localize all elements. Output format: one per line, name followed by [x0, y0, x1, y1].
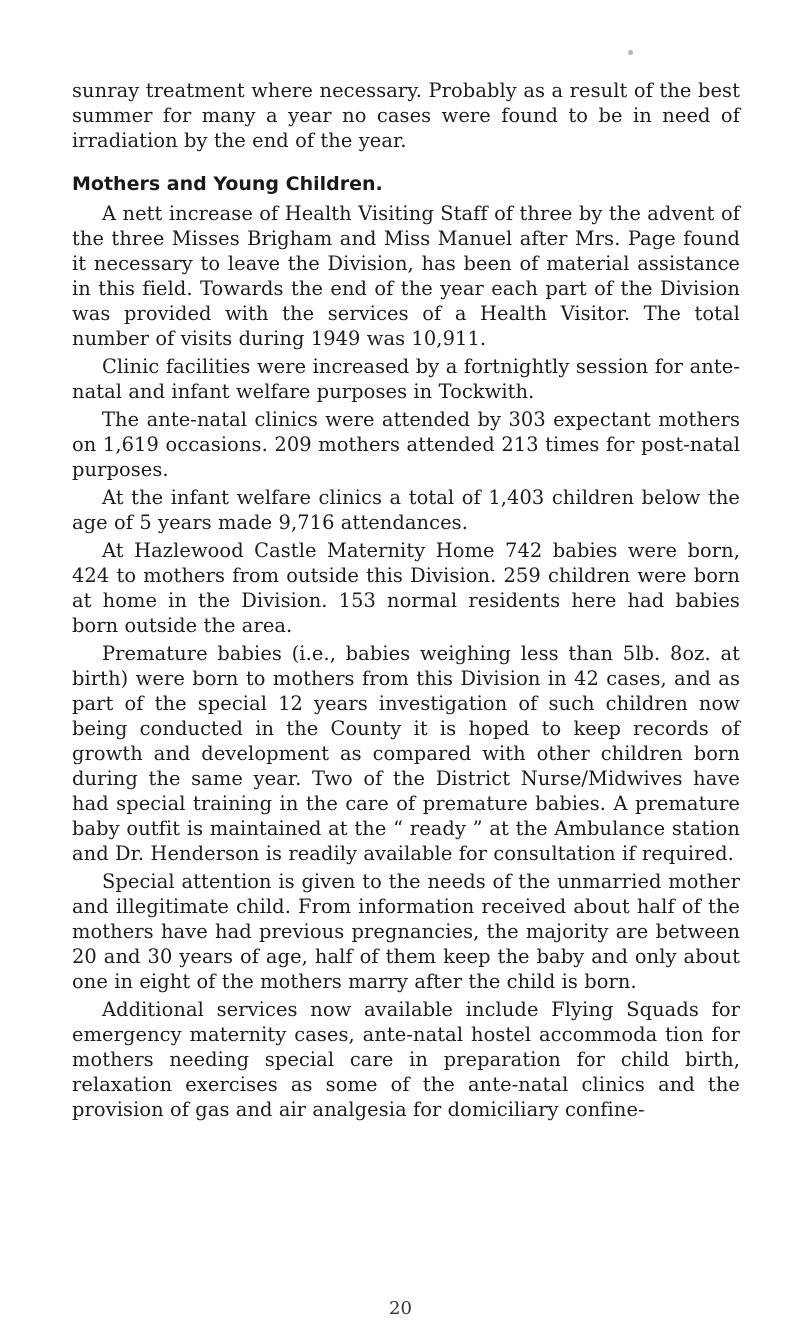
paragraph-clinic-facilities: Clinic facilities were increased by a fortnightly session for ante-natal and infant welfare purposes in Tockwith. [72, 355, 740, 403]
section-heading: Mothers and Young Children. [72, 173, 383, 195]
paragraph-ante-natal: The ante-natal clinics were attended by 303 expectant mothers on 1,619 occasions. 209 mothers attended 213 times for post-natal purposes. [72, 408, 740, 481]
paragraph-maternity-home: At Hazlewood Castle Maternity Home 742 babies were born, 424 to mothers from outside this Division. 259 children were born at home in the Division. 153 normal residents here had babies born outside the area. [72, 539, 740, 637]
paragraph-unmarried-mother: Special attention is given to the needs of the unmarried mother and illegitimate child. From information received about half of the mothers have had previous pregnancies, the majority are between 20 and 30 years of age, half of them keep the baby and only about one in eight of the mothers marry after the child is born. [72, 870, 740, 993]
paragraph-premature-babies: Premature babies (i.e., babies weighing less than 5lb. 8oz. at birth) were born to mothers from this Division in 42 cases, and as part of the special 12 years investigation of such children now being conducted in the County it is hoped to keep records of growth and development as compared with other children born during the same year. Two of the District Nurse/Midwives have had special training in the care of premature babies. A premature baby outfit is maintained at the “ ready ” at the Ambulance station and Dr. Henderson is readily available for consultation if required. [72, 642, 740, 865]
scan-speck [628, 50, 633, 55]
paragraph-staff: A nett increase of Health Visiting Staff of three by the advent of the three Misses Brigham and Miss Manuel after Mrs. Page found it necessary to leave the Division, has been of material assistance in this field. Towards the end of the year each part of the Division was provided with the services of a Health Visitor. The total number of visits during 1949 was 10,911. [72, 202, 740, 350]
document-page [72, 78, 740, 1125]
page-number: 20 [389, 1298, 412, 1319]
paragraph-infant-welfare: At the infant welfare clinics a total of 1,403 children below the age of 5 years made 9,716 attendances. [72, 486, 740, 534]
intro-paragraph: sunray treatment where necessary. Probably as a result of the best summer for many a year no cases were found to be in need of irradiation by the end of the year. [72, 79, 740, 152]
paragraph-additional-services: Additional services now available include Flying Squads for emergency maternity cases, ante-natal hostel accommoda tion for mothers needing special care in preparation for child birth, relaxation exercises as some of the ante-natal clinics and the provision of gas and air analgesia for domiciliary confine- [72, 998, 740, 1121]
